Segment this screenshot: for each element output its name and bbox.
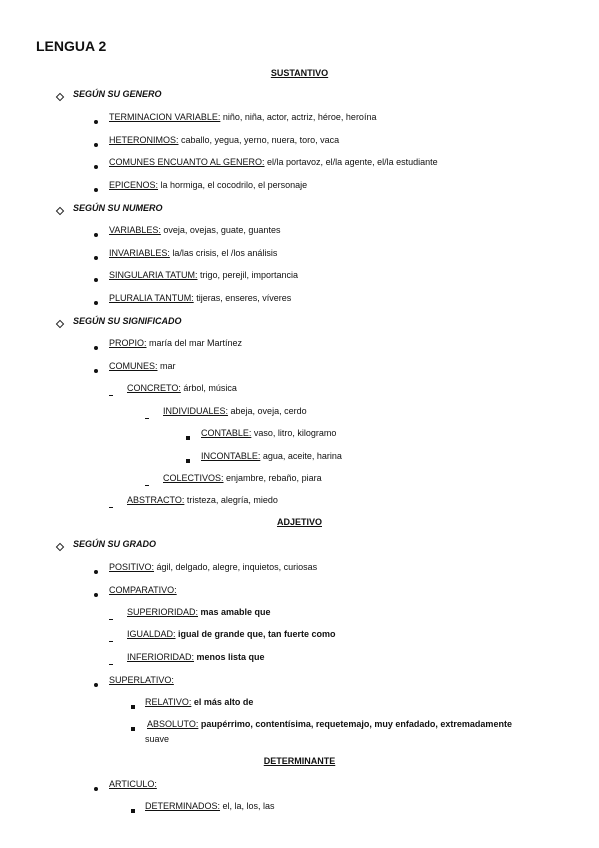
list-item: PLURALIA TANTUM: tijeras, enseres, víveres	[109, 293, 292, 303]
subsection-heading-significado: SEGÚN SU SIGNIFICADO	[73, 316, 182, 326]
dot-bullet-icon	[94, 139, 98, 149]
dot-bullet-icon	[94, 365, 98, 375]
diamond-bullet-icon	[57, 206, 63, 216]
dot-bullet-icon	[94, 161, 98, 171]
dot-bullet-icon	[94, 274, 98, 284]
list-item: HETERONIMOS: caballo, yegua, yerno, nuera, toro, vaca	[109, 135, 340, 145]
list-item: PROPIO: maría del mar Martínez	[109, 338, 243, 348]
list-item: DETERMINADOS: el, la, los, las	[145, 801, 275, 811]
list-item: INDIVIDUALES: abeja, oveja, cerdo	[163, 406, 307, 416]
list-item: TERMINACION VARIABLE: niño, niña, actor, actriz, héroe, heroína	[109, 112, 377, 122]
list-item: SUPERLATIVO:	[109, 675, 174, 685]
dash-bullet-icon	[145, 411, 149, 421]
list-item: IGUALDAD: igual de grande que, tan fuerte como	[127, 629, 336, 639]
section-header-determinante: DETERMINANTE	[263, 756, 336, 766]
diamond-bullet-icon	[57, 92, 63, 102]
list-item: ABSOLUTO: paupérrimo, contentísima, requetemajo, muy enfadado, extremadamente	[147, 719, 512, 729]
list-item: COMUNES ENCUANTO AL GENERO: el/la portavoz, el/la agente, el/la estudiante	[109, 157, 438, 167]
dash-bullet-icon	[109, 634, 113, 644]
dot-bullet-icon	[94, 116, 98, 126]
dot-bullet-icon	[94, 679, 98, 689]
dot-bullet-icon	[94, 589, 98, 599]
square-bullet-icon	[131, 723, 135, 733]
dash-bullet-icon	[109, 388, 113, 398]
list-item: EPICENOS: la hormiga, el cocodrilo, el personaje	[109, 180, 308, 190]
subsection-heading-numero: SEGÚN SU NUMERO	[73, 203, 163, 213]
list-item: COMPARATIVO:	[109, 585, 177, 595]
dot-bullet-icon	[94, 566, 98, 576]
dash-bullet-icon	[145, 478, 149, 488]
square-bullet-icon	[186, 455, 190, 465]
section-header-adjetivo: ADJETIVO	[276, 517, 322, 527]
list-item: COLECTIVOS: enjambre, rebaño, piara	[163, 473, 322, 483]
list-item: INVARIABLES: la/las crisis, el /los análisis	[109, 248, 278, 258]
square-bullet-icon	[131, 701, 135, 711]
diamond-bullet-icon	[57, 319, 63, 329]
document-title: LENGUA 2	[36, 38, 107, 54]
dash-bullet-icon	[109, 612, 113, 622]
section-header-sustantivo: SUSTANTIVO	[270, 68, 329, 78]
list-item: CONTABLE: vaso, litro, kilogramo	[201, 428, 337, 438]
subsection-heading-genero: SEGÚN SU GENERO	[73, 89, 162, 99]
list-item: ABSTRACTO: tristeza, alegría, miedo	[127, 495, 278, 505]
list-item: INFERIORIDAD: menos lista que	[127, 652, 265, 662]
dot-bullet-icon	[94, 297, 98, 307]
diamond-bullet-icon	[57, 542, 63, 552]
dot-bullet-icon	[94, 783, 98, 793]
square-bullet-icon	[131, 805, 135, 815]
square-bullet-icon	[186, 432, 190, 442]
list-item: POSITIVO: ágil, delgado, alegre, inquietos, curiosas	[109, 562, 318, 572]
list-item-continuation: suave	[145, 734, 170, 744]
list-item: INCONTABLE: agua, aceite, harina	[201, 451, 342, 461]
dot-bullet-icon	[94, 342, 98, 352]
list-item: SUPERIORIDAD: mas amable que	[127, 607, 271, 617]
list-item: CONCRETO: árbol, música	[127, 383, 237, 393]
dash-bullet-icon	[109, 657, 113, 667]
list-item: ARTICULO:	[109, 779, 157, 789]
dot-bullet-icon	[94, 184, 98, 194]
list-item: RELATIVO: el más alto de	[145, 697, 254, 707]
dot-bullet-icon	[94, 252, 98, 262]
subsection-heading-grado: SEGÚN SU GRADO	[73, 539, 157, 549]
list-item: VARIABLES: oveja, ovejas, guate, guantes	[109, 225, 281, 235]
dash-bullet-icon	[109, 500, 113, 510]
dot-bullet-icon	[94, 229, 98, 239]
list-item: SINGULARIA TATUM: trigo, perejil, importancia	[109, 270, 299, 280]
list-item: COMUNES: mar	[109, 361, 176, 371]
